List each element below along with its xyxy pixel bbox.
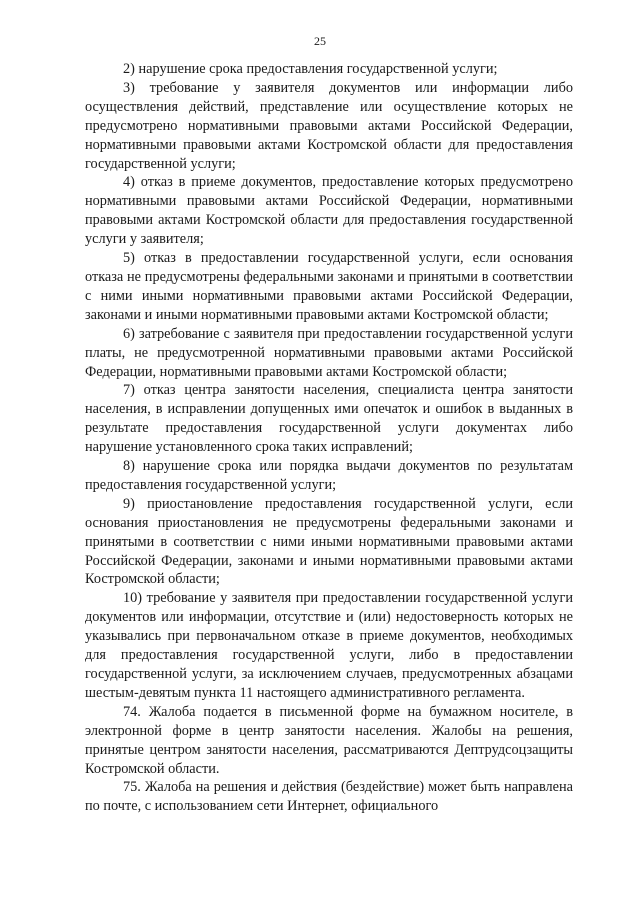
paragraph-clause-74: 74. Жалоба подается в письменной форме на бумажном носителе, в электронной форме в центр занятости населения. Жалобы на решения, принятые центром занятости населения, рассматриваются Дептрудсоцзащиты Костромской области. (85, 703, 573, 777)
paragraph-item-2: 2) нарушение срока предоставления государственной услуги; (123, 61, 498, 77)
page-number: 25 (314, 34, 326, 48)
document-body (85, 60, 573, 816)
paragraph-item-6: 6) затребование с заявителя при предоставлении государственной услуги платы, не предусмотренной нормативными правовыми актами Российской Федерации, нормативными правовыми актами Костромской области; (85, 325, 573, 380)
paragraph-clause-75: 75. Жалоба на решения и действия (бездействие) может быть направлена по почте, с использованием сети Интернет, официального (85, 779, 573, 815)
paragraph-item-10: 10) требование у заявителя при предоставлении государственной услуги документов или информации, отсутствие и (или) недостоверность которых не указывались при первоначальном отказе в приеме документов, необходимых для предоставления государственной услуги, либо в предоставлении государственной услуги, за исключением случаев, предусмотренных абзацами шестым-девятым пункта 11 настоящего административного регламента. (85, 590, 573, 701)
paragraph-item-7: 7) отказ центра занятости населения, специалиста центра занятости населения, в исправлении допущенных ими опечаток и ошибок в выданных в результате предоставления государственной услуги документах либо нарушение установленного срока таких исправлений; (85, 382, 573, 456)
paragraph-item-4: 4) отказ в приеме документов, предоставление которых предусмотрено нормативными правовыми актами Российской Федерации, нормативными правовыми актами Костромской области для предоставления государственной услуги у заявителя; (85, 174, 573, 248)
paragraph-item-3: 3) требование у заявителя документов или информации либо осуществления действий, представление или осуществление которых не предусмотрено нормативными правовыми актами Российской Федерации, нормативными правовыми актами Костромской области для предоставления государственной услуги; (85, 79, 573, 172)
paragraph-item-9: 9) приостановление предоставления государственной услуги, если основания приостановления не предусмотрены федеральными законами и принятыми в соответствии с ними иными нормативными правовыми актами Российской Федерации, законами и иными нормативными правовыми актами Костромской области; (85, 495, 573, 588)
paragraph-item-5: 5) отказ в предоставлении государственной услуги, если основания отказа не предусмотрены федеральными законами и принятыми в соответствии с ними иными нормативными правовыми актами Российской Федерации, законами и иными нормативными правовыми актами Костромской области; (85, 250, 573, 323)
paragraph-item-8: 8) нарушение срока или порядка выдачи документов по результатам предоставления государственной услуги; (85, 458, 573, 493)
